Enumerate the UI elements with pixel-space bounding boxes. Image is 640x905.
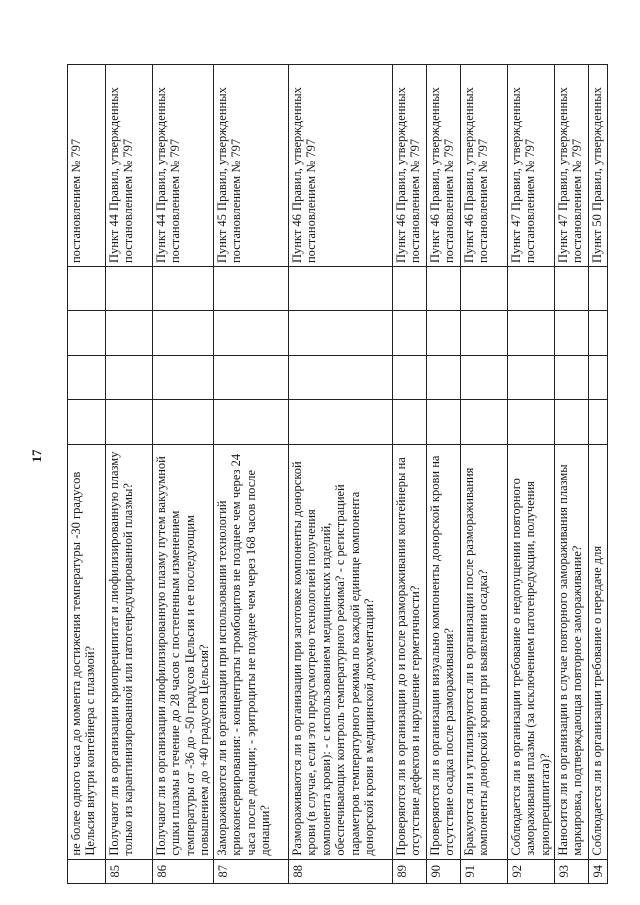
answer-cell bbox=[508, 355, 555, 399]
row-number: 87 bbox=[214, 859, 289, 883]
answer-cell bbox=[508, 400, 555, 444]
answer-cell bbox=[427, 267, 461, 311]
row-reference: Пункт 47 Правил, утвержденных постановлением № 797 bbox=[508, 65, 555, 267]
table-row bbox=[555, 65, 589, 884]
row-question: Получают ли в организации лиофилизированную плазму путем вакуумной сушки плазмы в течение до 28 часов с постепенным изменением температуры от -36 до -50 градусов Цельсия и ее последующим повышением до +40 градусов Цельсия? bbox=[153, 444, 214, 859]
row-number: 93 bbox=[555, 859, 589, 883]
answer-cell bbox=[555, 355, 589, 399]
row-number: 88 bbox=[289, 859, 393, 883]
row-question: Соблюдается ли в организации требование о недопущении повторного замораживания плазмы (за исключением патогенредукции, получения криопреципитата)? bbox=[508, 444, 555, 859]
answer-cell bbox=[461, 355, 508, 399]
answer-cell bbox=[508, 311, 555, 355]
table-row bbox=[153, 65, 214, 884]
row-reference: Пункт 46 Правил, утвержденных постановлением № 797 bbox=[393, 65, 427, 267]
row-number: 94 bbox=[589, 859, 608, 883]
table-row bbox=[214, 65, 289, 884]
row-number: 91 bbox=[461, 859, 508, 883]
answer-cell bbox=[153, 267, 214, 311]
answer-cell bbox=[106, 400, 153, 444]
row-reference: Пункт 46 Правил, утвержденных постановлением № 797 bbox=[427, 65, 461, 267]
row-question: Размораживаются ли в организации при заготовке компоненты донорской крови (в случае, если это предусмотрено технологией получения компонента крови): - с использованием медицинских изделий, обеспечивающих контроль температурного режима? - с регистрацией параметров температурного режима по каждой единице компонента донорской крови в медицинской документации? bbox=[289, 444, 393, 859]
answer-cell bbox=[214, 355, 289, 399]
row-number bbox=[68, 859, 106, 883]
checklist-table bbox=[67, 64, 608, 884]
row-number: 92 bbox=[508, 859, 555, 883]
table-row bbox=[289, 65, 393, 884]
answer-cell bbox=[289, 267, 393, 311]
table-row bbox=[427, 65, 461, 884]
row-reference: Пункт 46 Правил, утвержденных постановлением № 797 bbox=[289, 65, 393, 267]
answer-cell bbox=[555, 400, 589, 444]
answer-cell bbox=[106, 267, 153, 311]
row-question: не более одного часа до момента достижения температуры -30 градусов Цельсия внутри контейнера с плазмой? bbox=[68, 444, 106, 859]
answer-cell bbox=[214, 311, 289, 355]
row-number: 85 bbox=[106, 859, 153, 883]
rotated-page-content bbox=[67, 64, 605, 884]
answer-cell bbox=[153, 355, 214, 399]
answer-cell bbox=[589, 311, 608, 355]
table-row bbox=[106, 65, 153, 884]
row-question: Проверяются ли в организации до и после размораживания контейнеры на отсутствие дефектов и нарушение герметичности? bbox=[393, 444, 427, 859]
answer-cell bbox=[68, 400, 106, 444]
row-reference: Пункт 45 Правил, утвержденных постановлением № 797 bbox=[214, 65, 289, 267]
answer-cell bbox=[461, 311, 508, 355]
row-reference: Пункт 46 Правил, утвержденных постановлением № 797 bbox=[461, 65, 508, 267]
answer-cell bbox=[589, 400, 608, 444]
answer-cell bbox=[68, 311, 106, 355]
answer-cell bbox=[555, 267, 589, 311]
row-reference: Пункт 47 Правил, утвержденных постановлением № 797 bbox=[555, 65, 589, 267]
row-question: Бракуются ли и утилизируются ли в организации после размораживания компоненты донорской крови при выявлении осадка? bbox=[461, 444, 508, 859]
row-number: 86 bbox=[153, 859, 214, 883]
row-question: Соблюдается ли в организации требование о передаче для bbox=[589, 444, 608, 859]
table-row bbox=[508, 65, 555, 884]
answer-cell bbox=[393, 355, 427, 399]
answer-cell bbox=[427, 400, 461, 444]
row-reference: Пункт 44 Правил, утвержденных постановлением № 797 bbox=[153, 65, 214, 267]
row-number: 90 bbox=[427, 859, 461, 883]
table-row bbox=[68, 65, 106, 884]
answer-cell bbox=[153, 400, 214, 444]
row-question: Проверяются ли в организации визуально компоненты донорской крови на отсутствие осадка после размораживания? bbox=[427, 444, 461, 859]
answer-cell bbox=[153, 311, 214, 355]
answer-cell bbox=[106, 355, 153, 399]
answer-cell bbox=[393, 311, 427, 355]
row-question: Получают ли в организации криопреципитат и лиофилизированную плазму только из карантинизированной или патогенредуцированной плазмы? bbox=[106, 444, 153, 859]
answer-cell bbox=[289, 311, 393, 355]
answer-cell bbox=[289, 400, 393, 444]
answer-cell bbox=[461, 400, 508, 444]
row-reference: постановлением № 797 bbox=[68, 65, 106, 267]
answer-cell bbox=[427, 311, 461, 355]
answer-cell bbox=[214, 267, 289, 311]
row-reference: Пункт 44 Правил, утвержденных постановлением № 797 bbox=[106, 65, 153, 267]
answer-cell bbox=[68, 267, 106, 311]
table-row bbox=[393, 65, 427, 884]
row-question: Наносится ли в организации в случае повторного замораживания плазмы маркировка, подтверждающая повторное замораживание? bbox=[555, 444, 589, 859]
row-question: Замораживаются ли в организации при использовании технологий криоконсервирования: - концентраты тромбоцитов не позднее чем через 24 часа после донации; - эритроциты не позднее чем через 168 часов после донации? bbox=[214, 444, 289, 859]
row-number: 89 bbox=[393, 859, 427, 883]
row-reference: Пункт 50 Правил, утвержденных bbox=[589, 65, 608, 267]
table-row bbox=[589, 65, 608, 884]
answer-cell bbox=[393, 400, 427, 444]
answer-cell bbox=[427, 355, 461, 399]
answer-cell bbox=[461, 267, 508, 311]
answer-cell bbox=[508, 267, 555, 311]
answer-cell bbox=[555, 311, 589, 355]
table-row bbox=[461, 65, 508, 884]
answer-cell bbox=[68, 355, 106, 399]
answer-cell bbox=[106, 311, 153, 355]
answer-cell bbox=[289, 355, 393, 399]
answer-cell bbox=[214, 400, 289, 444]
answer-cell bbox=[589, 267, 608, 311]
answer-cell bbox=[589, 355, 608, 399]
answer-cell bbox=[393, 267, 427, 311]
page-number: 17 bbox=[29, 449, 44, 463]
